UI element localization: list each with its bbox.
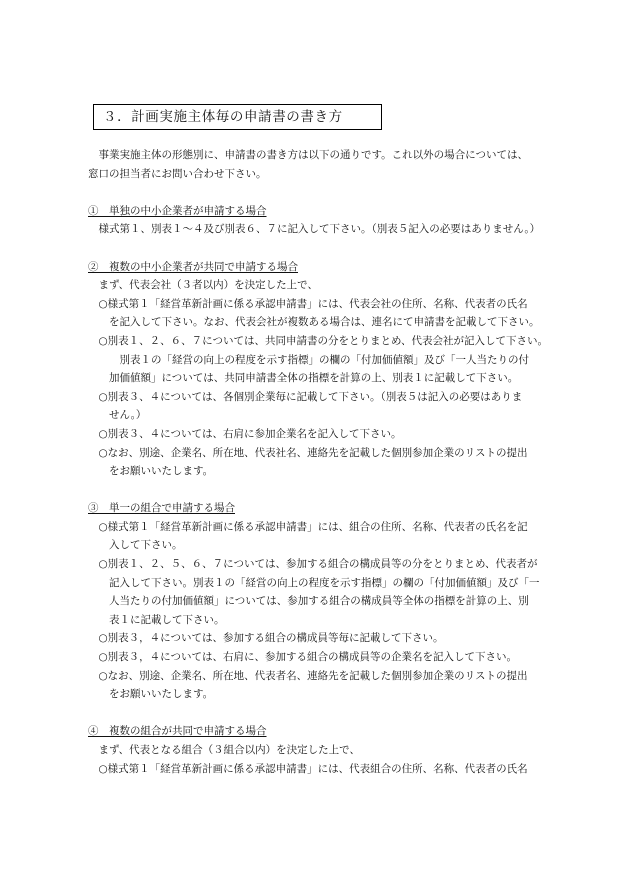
section-2-line: をお願いいたします。 xyxy=(109,465,214,478)
section-3-line: ○別表１、２、５、６、７については、参加する組合の構成員等の分をとりまとめ、代表者が xyxy=(98,558,538,571)
spacer xyxy=(88,183,568,202)
section-3-line: ○なお、別途、企業名、所在地、代表者名、連絡先を記載した個別参加企業のリストの提出 xyxy=(98,669,528,682)
section-2-line: ○別表１、２、６、７については、共同申請書の分をとりまとめ、代表会社が記入して下さい。 xyxy=(98,334,549,347)
spacer xyxy=(88,704,568,723)
section-2-line: 加価値額」については、共同申請書全体の指標を計算の上、別表１に記載して下さい。 xyxy=(109,372,519,385)
section-2-line: せん。） xyxy=(109,409,147,422)
section-2-line: ○別表３、４については、各個別企業毎に記載して下さい。（別表５は記入の必要はありま xyxy=(98,390,523,403)
section-title: ３．計画実施主体毎の申請書の書き方 xyxy=(93,104,382,130)
section-4-line: まず、代表となる組合（３組合以内）を決定した上で、 xyxy=(98,744,360,756)
section-3-line: 表１に記載して下さい。 xyxy=(109,613,225,626)
section-2-line: を記入して下さい。なお、代表会社が複数ある場合は、連名にて申請書を記載して下さい。 xyxy=(109,316,540,329)
spacer xyxy=(88,481,568,500)
section-3-line: 入して下さい。 xyxy=(109,539,183,552)
section-3-line: 人当たりの付加価値額」については、参加する組合の構成員等全体の指標を計算の上、別 xyxy=(109,595,529,608)
spacer xyxy=(88,239,568,258)
section-1-line: 様式第１、別表１～４及び別表６、７に記入して下さい。（別表５記入の必要はありません。） xyxy=(98,223,541,236)
section-4-line: ○様式第１「経営革新計画に係る承認申請書」には、代表組合の住所、名称、代表者の氏名 xyxy=(98,762,528,775)
section-3-line: ○別表３，４については、右肩に、参加する組合の構成員等の企業名を記入して下さい。 xyxy=(98,651,517,664)
section-2-line: ○様式第１「経営革新計画に係る承認申請書」には、代表会社の住所、名称、代表者の氏名 xyxy=(98,297,528,310)
section-3-line: をお願いいたします。 xyxy=(109,688,214,701)
section-heading-2: ② 複数の中小企業者が共同で申請する場合 xyxy=(88,260,298,273)
document-body xyxy=(88,146,568,778)
section-2-line: まず、代表会社（３者以内）を決定した上で、 xyxy=(98,279,318,292)
section-3-line: ○別表３，４については、参加する組合の構成員等毎に記載して下さい。 xyxy=(98,632,444,645)
section-heading-4: ④ 複数の組合が共同で申請する場合 xyxy=(88,725,267,738)
intro-line: 窓口の担当者にお問い合わせ下さい。 xyxy=(88,167,267,180)
section-2-line: ○別表３、４については、右肩に参加企業名を記入して下さい。 xyxy=(98,427,402,440)
section-2-line: 別表１の「経営の向上の程度を示す指標」の欄の「付加価値額」及び「一人当たりの付 xyxy=(119,353,529,366)
section-heading-1: ① 単独の中小企業者が申請する場合 xyxy=(88,204,267,217)
section-3-line: 記入して下さい。別表１の「経営の向上の程度を示す指標」の欄の「付加価値額」及び「一 xyxy=(109,576,540,589)
section-2-line: ○なお、別途、企業名、所在地、代表社名、連絡先を記載した個別参加企業のリストの提出 xyxy=(98,446,528,459)
section-3-line: ○様式第１「経営革新計画に係る承認申請書」には、組合の住所、名称、代表者の氏名を記 xyxy=(98,520,528,533)
intro-line: 事業実施主体の形態別に、申請書の書き方は以下の通りです。これ以外の場合については、 xyxy=(98,149,528,161)
section-heading-3: ③ 単一の組合で申請する場合 xyxy=(88,502,235,515)
